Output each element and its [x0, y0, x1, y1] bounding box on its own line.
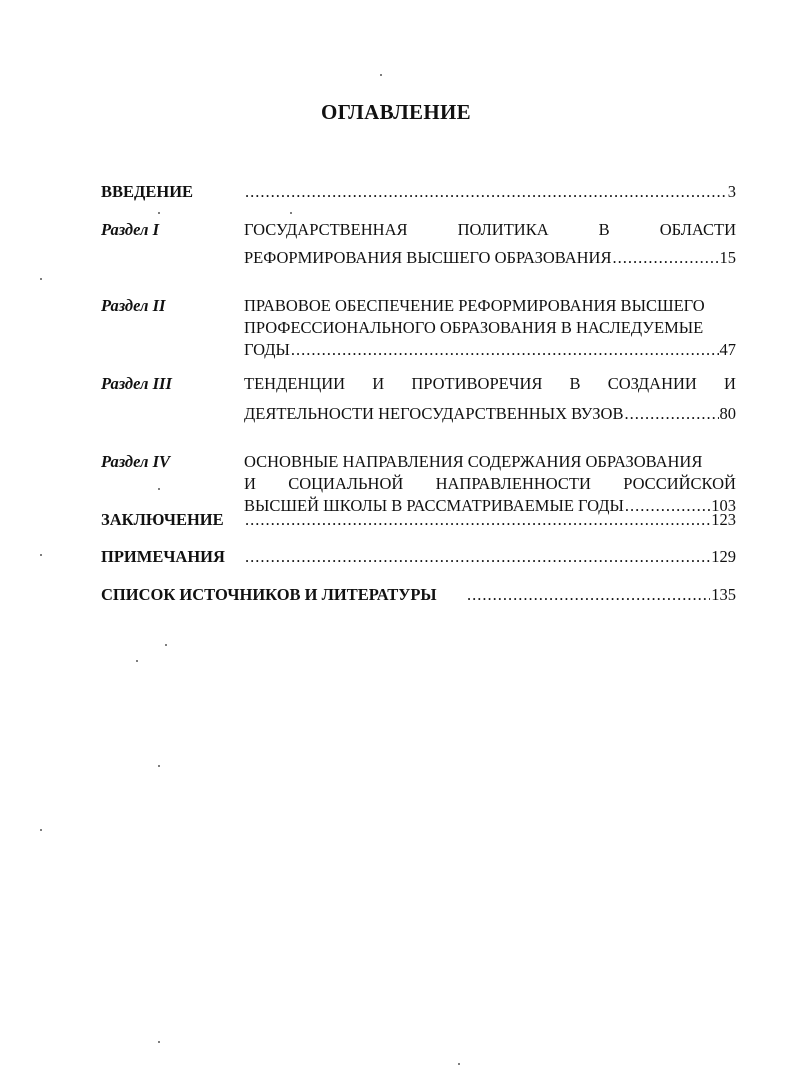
scan-speck [458, 1063, 460, 1065]
toc-label-section-1: Раздел I [101, 220, 160, 239]
scan-speck [290, 212, 292, 214]
toc-page-section-1: 15 [719, 248, 736, 267]
toc-word: СОЦИАЛЬНОЙ [288, 474, 404, 493]
scan-speck [40, 554, 42, 556]
toc-entry-notes[interactable] [0, 546, 792, 568]
scan-speck [165, 644, 167, 646]
toc-entry-section-1[interactable] [0, 219, 792, 271]
toc-word: И [244, 474, 256, 493]
leader-dots [245, 509, 710, 531]
toc-text-line: ВЫСШЕЙ ШКОЛЫ В РАССМАТРИВАЕМЫЕ ГОДЫ [244, 496, 624, 515]
toc-page-intro: 3 [727, 182, 736, 201]
toc-word: ПРОТИВОРЕЧИЯ [411, 374, 543, 393]
leader-dots [245, 546, 710, 568]
leader-dots [245, 181, 727, 203]
toc-entry-section-2[interactable] [0, 295, 792, 361]
toc-label-section-4: Раздел IV [101, 452, 171, 471]
toc-word: ТЕНДЕНЦИИ [244, 374, 346, 393]
scan-speck [40, 278, 42, 280]
toc-page-notes: 129 [711, 547, 736, 566]
toc-label-conclusion: ЗАКЛЮЧЕНИЕ [101, 510, 224, 529]
scan-speck [158, 765, 160, 767]
toc-page-section-4: 103 [711, 496, 736, 515]
toc-page-section-3: 80 [719, 404, 736, 423]
toc-page-section-2: 47 [719, 340, 736, 359]
toc-word: РОССИЙСКОЙ [623, 474, 736, 493]
toc-word: НАПРАВЛЕННОСТИ [435, 474, 591, 493]
scan-speck [158, 1041, 160, 1043]
toc-text-line: РЕФОРМИРОВАНИЯ ВЫСШЕГО ОБРАЗОВАНИЯ [244, 248, 612, 267]
toc-text-line: ГОДЫ [244, 340, 290, 359]
toc-word: В [569, 374, 581, 393]
toc-entry-sources[interactable] [0, 584, 792, 606]
toc-label-sources: СПИСОК ИСТОЧНИКОВ И ЛИТЕРАТУРЫ [101, 585, 437, 604]
toc-word: И [724, 374, 736, 393]
toc-entry-section-4[interactable] [0, 451, 792, 517]
toc-word: ОБЛАСТИ [659, 220, 736, 239]
toc-text-line [244, 219, 736, 241]
toc-label-section-3: Раздел III [101, 374, 172, 393]
scan-speck [158, 488, 160, 490]
toc-entry-intro[interactable] [0, 181, 792, 203]
leader-dots [624, 403, 718, 425]
toc-word: В [598, 220, 610, 239]
toc-label-intro: ВВЕДЕНИЕ [101, 182, 194, 201]
scan-speck [40, 829, 42, 831]
toc-text-line: ДЕЯТЕЛЬНОСТИ НЕГОСУДАРСТВЕННЫХ ВУЗОВ [244, 404, 624, 423]
toc-text-line: ПРОФЕССИОНАЛЬНОГО ОБРАЗОВАНИЯ В НАСЛЕДУЕМЫЕ [244, 318, 704, 337]
scan-speck [136, 660, 138, 662]
toc-label-notes: ПРИМЕЧАНИЯ [101, 547, 225, 566]
page-title: ОГЛАВЛЕНИЕ [321, 100, 471, 124]
toc-entry-section-3[interactable] [0, 373, 792, 425]
toc-word: ПОЛИТИКА [457, 220, 549, 239]
leader-dots [291, 339, 719, 361]
toc-text-line: ПРАВОВОЕ ОБЕСПЕЧЕНИЕ РЕФОРМИРОВАНИЯ ВЫСШЕГО [244, 296, 705, 315]
toc-page-conclusion: 123 [711, 510, 736, 529]
toc-word: ГОСУДАРСТВЕННАЯ [244, 220, 408, 239]
scan-speck [158, 212, 160, 214]
leader-dots [467, 584, 710, 606]
toc-page-sources: 135 [711, 585, 736, 604]
toc-word: СОЗДАНИИ [607, 374, 697, 393]
scan-speck [380, 74, 382, 76]
toc-word: И [372, 374, 385, 393]
toc-text-line: ОСНОВНЫЕ НАПРАВЛЕНИЯ СОДЕРЖАНИЯ ОБРАЗОВАНИЯ [244, 452, 703, 471]
toc-label-section-2: Раздел II [101, 296, 166, 315]
leader-dots [612, 247, 718, 269]
toc-entry-conclusion[interactable] [0, 509, 792, 531]
